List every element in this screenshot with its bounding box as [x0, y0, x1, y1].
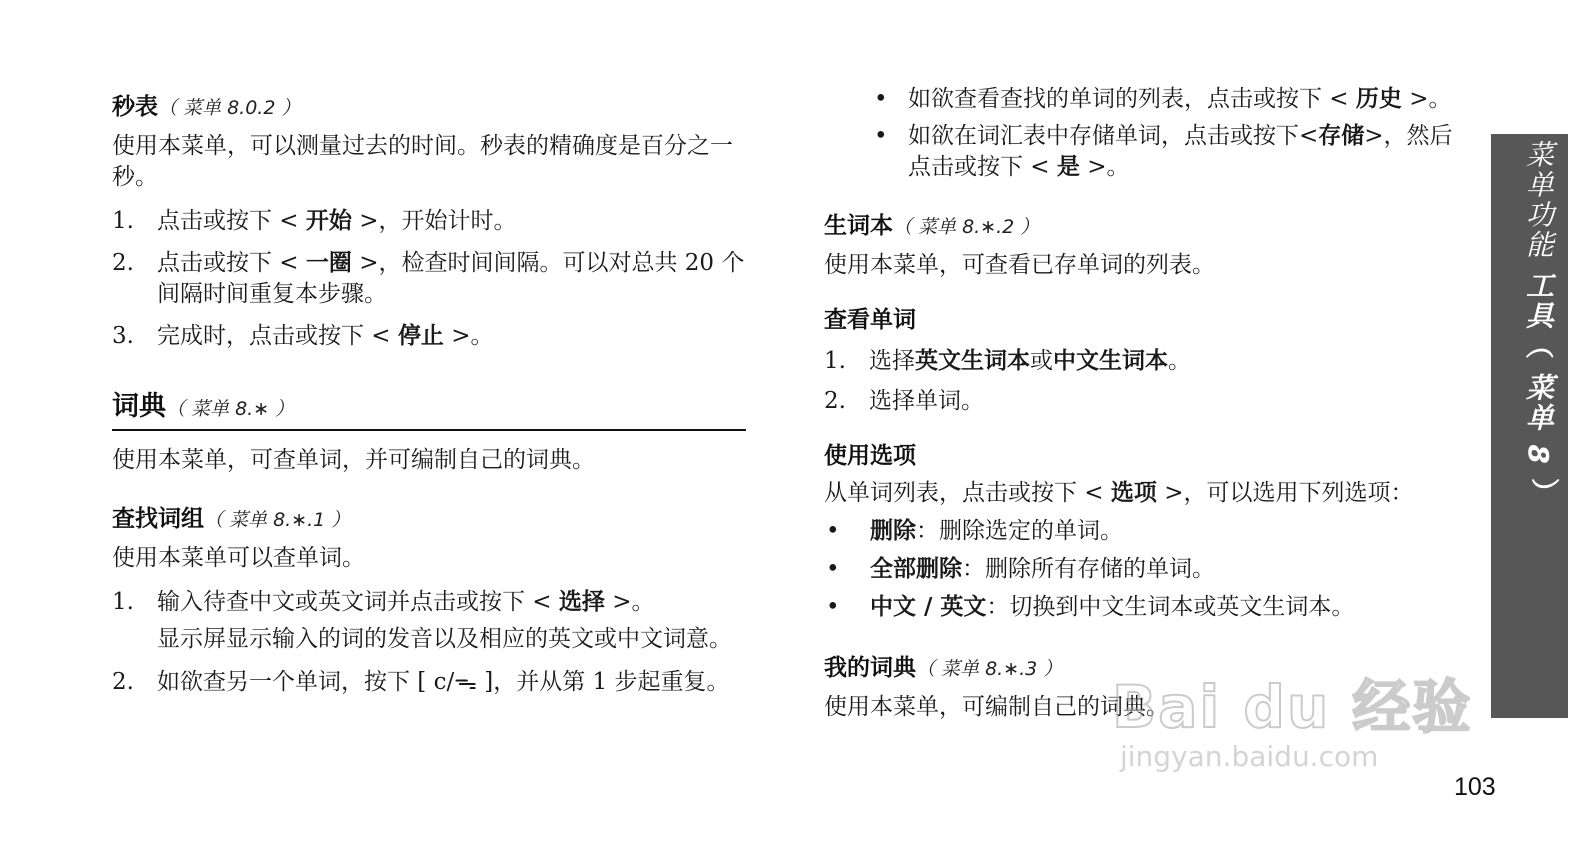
option-delete-all: • 全部删除：删除所有存储的单词。 [826, 556, 1215, 582]
section-divider [112, 429, 746, 431]
dictionary-heading [112, 384, 746, 423]
search-heading [112, 500, 746, 533]
wordbook-heading [824, 207, 1464, 240]
dictionary-menu-code: （ 菜单 8.∗ ） [166, 398, 295, 420]
store-bullet: • 如欲在词汇表中存储单词，点击或按下<存储>，然后点击或按下 < 是 >。 [874, 123, 1453, 180]
wordbook-description: 使用本菜单，可查看已存单词的列表。 [824, 252, 1215, 278]
search-step-1-note: 显示屏显示输入的词的发音以及相应的英文或中文词意。 [157, 626, 732, 652]
history-bullet: • 如欲查看查找的单词的列表，点击或按下 < 历史 >。 [874, 86, 1452, 112]
stopwatch-step-3: 3. 完成时，点击或按下 < 停止 >。 [112, 323, 494, 349]
wordbook-menu-code: （ 菜单 8.∗.2 ） [893, 216, 1040, 238]
wordbook-title: 生词本 [824, 213, 893, 239]
options-description: 从单词列表，点击或按下 < 选项 >，可以选用下列选项： [824, 480, 1414, 506]
search-step-1: 1. 输入待查中文或英文词并点击或按下 < 选择 >。 [112, 589, 655, 615]
baidu-watermark-url: jingyan.baidu.com [1120, 740, 1379, 773]
my-dictionary-menu-code: （ 菜单 8.∗.3 ） [916, 658, 1063, 680]
stopwatch-step-2: 2. 点击或按下 < 一圈 >，检查时间间隔。可以对总共 20 个间隔时间重复本步骤。 [112, 250, 745, 307]
left-column [112, 84, 746, 698]
search-step-2: 2. 如欲查另一个单词，按下 [ c/ᯓ ]，并从第 1 步起重复。 [112, 669, 730, 695]
page-number: 103 [1454, 773, 1496, 801]
stopwatch-menu-code: （ 菜单 8.0.2 ） [158, 97, 301, 119]
baidu-watermark-logo: Bai du 经验 [1112, 673, 1473, 741]
my-dictionary-heading [824, 649, 1464, 682]
search-title: 查找词组 [112, 506, 204, 532]
search-description: 使用本菜单可以查单词。 [112, 545, 365, 571]
stopwatch-description: 使用本菜单，可以测量过去的时间。秒表的精确度是百分之一秒。 [112, 133, 733, 190]
dictionary-description: 使用本菜单，可查单词，并可编制自己的词典。 [112, 447, 595, 473]
chapter-tab-label: 菜单功能 工具（ 菜单 8 ） [1522, 140, 1555, 508]
my-dictionary-description: 使用本菜单，可编制自己的词典。 [824, 694, 1169, 720]
options-heading: 使用选项 [824, 443, 916, 469]
stopwatch-heading [112, 88, 746, 121]
search-menu-code: （ 菜单 8.∗.1 ） [204, 509, 351, 531]
option-delete: • 删除：删除选定的单词。 [826, 518, 1123, 544]
view-words-heading: 查看单词 [824, 307, 916, 333]
stopwatch-title: 秒表 [112, 94, 158, 120]
my-dictionary-title: 我的词典 [824, 655, 916, 681]
dictionary-title: 词典 [112, 391, 166, 422]
right-column [824, 84, 1464, 723]
stopwatch-step-1: 1. 点击或按下 < 开始 >，开始计时。 [112, 208, 517, 234]
option-chinese-english: • 中文 / 英文：切换到中文生词本或英文生词本。 [826, 594, 1355, 620]
view-step-1: 1. 选择英文生词本或中文生词本。 [824, 348, 1191, 374]
view-step-2: 2. 选择单词。 [824, 388, 984, 414]
